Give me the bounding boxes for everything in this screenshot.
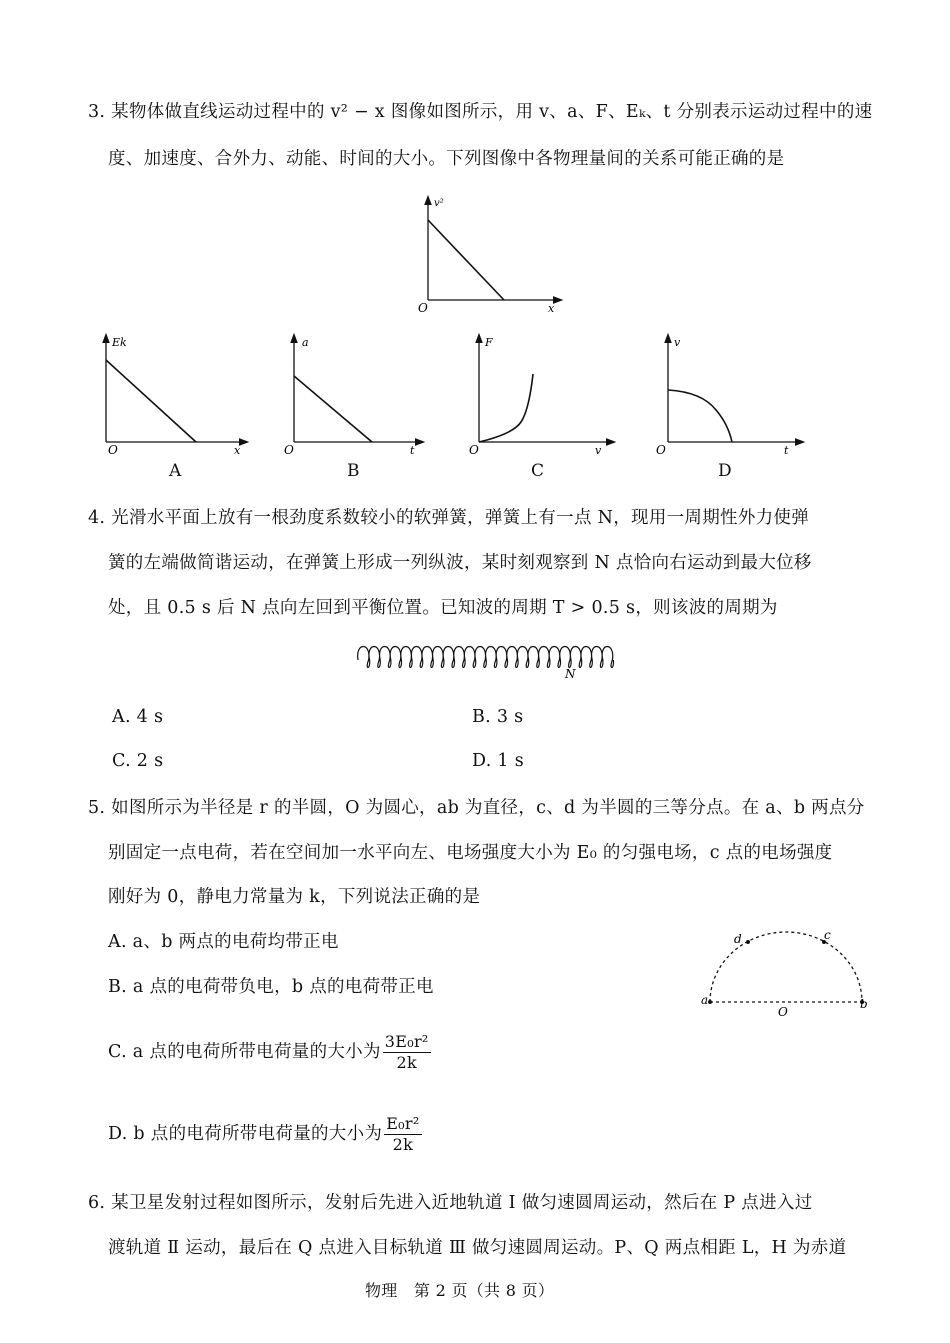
q5-line2: 别固定一点电荷，若在空间加一水平向左、电场强度大小为 E₀ 的匀强电场，c 点的电场强度: [108, 843, 833, 863]
point-b-label: b: [860, 997, 868, 1011]
y-label: v²: [434, 198, 444, 209]
q3-main-graph: [410, 196, 570, 316]
graph-d-origin: O: [656, 443, 666, 457]
point-a-label: a: [701, 993, 709, 1007]
q5-option-d: [108, 1112, 422, 1156]
q5-option-a: A. a、b 两点的电荷均带正电: [108, 932, 339, 952]
graph-d-letter: D: [718, 461, 732, 481]
spring-coil: [358, 647, 614, 668]
spring-n-label: N: [565, 667, 576, 681]
q5-option-d-denominator: 2k: [392, 1135, 414, 1154]
q5-option-c-text: C. a 点的电荷所带电荷量的大小为: [108, 1042, 381, 1062]
graph-a: [92, 334, 252, 464]
point-d-label: d: [734, 932, 742, 946]
graph-a-xlabel: x: [234, 444, 241, 457]
graph-c-curve: [479, 374, 533, 442]
q6-line1: 6. 某卫星发射过程如图所示，发射后先进入近地轨道 Ⅰ 做匀速圆周运动，然后在 P 点进入过: [88, 1193, 813, 1213]
origin-label: O: [418, 301, 428, 315]
graph-c-ylabel: F: [485, 336, 493, 349]
graph-d-xlabel: t: [784, 444, 789, 457]
graph-c-origin: O: [469, 443, 479, 457]
graph-b: [280, 334, 440, 464]
graph-b-ylabel: a: [302, 336, 309, 349]
q5-option-d-text: D. b 点的电荷所带电荷量的大小为: [108, 1124, 383, 1144]
graph-line: [428, 220, 504, 300]
spring-diagram: [356, 640, 626, 680]
graph-c-letter: C: [531, 461, 545, 481]
q5-option-d-numerator: E₀r²: [386, 1114, 420, 1133]
point-c-label: c: [824, 928, 831, 942]
q5-option-d-fraction: [384, 1114, 421, 1155]
graph-d: [654, 334, 814, 464]
graph-c-xlabel: v: [595, 444, 602, 457]
graph-a-origin: O: [108, 443, 118, 457]
q5-line3: 刚好为 0，静电力常量为 k，下列说法正确的是: [108, 887, 481, 907]
graph-b-origin: O: [284, 443, 294, 457]
graph-a-ylabel: Ek: [112, 336, 127, 349]
graph-d-ylabel: v: [674, 336, 681, 349]
graph-b-letter: B: [347, 461, 360, 481]
q4-option-d: D. 1 s: [472, 751, 525, 771]
center-o-label: O: [778, 1005, 788, 1019]
q6-line2: 渡轨道 Ⅱ 运动，最后在 Q 点进入目标轨道 Ⅲ 做匀速圆周运动。P、Q 两点相距 L，H 为赤道: [108, 1238, 847, 1258]
graph-b-line: [294, 376, 372, 442]
q4-line3: 处，且 0.5 s 后 N 点向左回到平衡位置。已知波的周期 T > 0.5 s，则该波的周期为: [108, 598, 778, 618]
q3-line2: 度、加速度、合外力、动能、时间的大小。下列图像中各物理量间的关系可能正确的是: [108, 149, 785, 169]
x-label: x: [548, 302, 555, 315]
q5-option-b: B. a 点的电荷带负电，b 点的电荷带正电: [108, 977, 434, 997]
q5-option-c-numerator: 3E₀r²: [384, 1032, 429, 1051]
graph-d-curve: [668, 390, 732, 442]
q4-line1: 4. 光滑水平面上放有一根劲度系数较小的软弹簧，弹簧上有一点 N，现用一周期性外力使弹: [88, 508, 810, 528]
graph-a-line: [106, 360, 196, 442]
q5-option-c-denominator: 2k: [396, 1053, 417, 1072]
q5-option-c-fraction: [383, 1032, 431, 1073]
q3-line1: 3. 某物体做直线运动过程中的 v² − x 图像如图所示，用 v、a、F、Eₖ、t 分别表示运动过程中的速: [88, 102, 873, 122]
q5-option-c: [108, 1030, 431, 1074]
q4-option-b: B. 3 s: [472, 707, 524, 727]
q4-option-a: A. 4 s: [112, 707, 164, 727]
graph-a-letter: A: [169, 461, 182, 481]
page-footer: 物理 第 2 页（共 8 页）: [365, 1281, 555, 1300]
q4-option-c: C. 2 s: [112, 751, 164, 771]
q4-line2: 簧的左端做简谐运动，在弹簧上形成一列纵波，某时刻观察到 N 点恰向右运动到最大位移: [108, 553, 812, 573]
semicircle-diagram: [698, 926, 878, 1021]
semicircle-arc: [710, 932, 862, 1002]
graph-b-xlabel: t: [410, 444, 415, 457]
graph-c: [463, 334, 623, 464]
q5-line1: 5. 如图所示为半径是 r 的半圆，O 为圆心，ab 为直径，c、d 为半圆的三等分点。在 a、b 两点分: [88, 798, 865, 818]
